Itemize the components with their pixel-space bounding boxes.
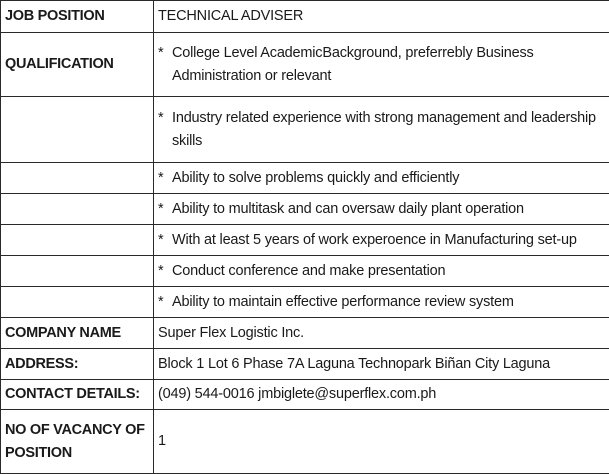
qualification-item-text: Ability to solve problems quickly and efficiently bbox=[172, 167, 605, 190]
vacancy-value: 1 bbox=[154, 410, 609, 474]
job-position-value: TECHNICAL ADVISER bbox=[154, 1, 609, 33]
row-qualification-2 bbox=[1, 97, 609, 163]
row-qualification-4 bbox=[1, 194, 609, 225]
bullet-marker: * bbox=[158, 291, 172, 314]
address-label: ADDRESS: bbox=[1, 349, 154, 380]
bullet-marker: * bbox=[158, 42, 172, 65]
qualification-item-text: College Level AcademicBackground, preferrebly Business Administration or relevant bbox=[172, 42, 605, 88]
bullet-marker: * bbox=[158, 198, 172, 221]
empty-label-cell bbox=[1, 194, 154, 225]
contact-details-value: (049) 544-0016 jmbiglete@superflex.com.ph bbox=[154, 380, 609, 410]
row-qualification-1 bbox=[1, 33, 609, 97]
row-qualification-7 bbox=[1, 287, 609, 318]
qualification-item-text: Ability to maintain effective performance review system bbox=[172, 291, 605, 314]
empty-label-cell bbox=[1, 256, 154, 287]
row-contact-details bbox=[1, 380, 609, 410]
qualification-item bbox=[154, 287, 609, 318]
qualification-item-text: Industry related experience with strong management and leadership skills bbox=[172, 107, 605, 153]
vacancy-label: NO OF VACANCY OF POSITION bbox=[1, 410, 154, 474]
bullet-marker: * bbox=[158, 167, 172, 190]
qualification-item bbox=[154, 163, 609, 194]
row-address bbox=[1, 349, 609, 380]
row-vacancy bbox=[1, 410, 609, 474]
qualification-item bbox=[154, 194, 609, 225]
empty-label-cell bbox=[1, 287, 154, 318]
row-company-name bbox=[1, 318, 609, 349]
bullet-marker: * bbox=[158, 260, 172, 283]
empty-label-cell bbox=[1, 163, 154, 194]
contact-details-label: CONTACT DETAILS: bbox=[1, 380, 154, 410]
qualification-item bbox=[154, 256, 609, 287]
row-qualification-6 bbox=[1, 256, 609, 287]
qualification-item bbox=[154, 225, 609, 256]
row-qualification-3 bbox=[1, 163, 609, 194]
row-qualification-5 bbox=[1, 225, 609, 256]
job-position-label: JOB POSITION bbox=[1, 1, 154, 33]
address-value: Block 1 Lot 6 Phase 7A Laguna Technopark Biñan City Laguna bbox=[154, 349, 609, 380]
qualification-item-text: With at least 5 years of work experoence in Manufacturing set-up bbox=[172, 229, 605, 252]
company-name-label: COMPANY NAME bbox=[1, 318, 154, 349]
bullet-marker: * bbox=[158, 229, 172, 252]
qualification-item-text: Conduct conference and make presentation bbox=[172, 260, 605, 283]
bullet-marker: * bbox=[158, 107, 172, 130]
empty-label-cell bbox=[1, 225, 154, 256]
qualification-item-text: Ability to multitask and can oversaw daily plant operation bbox=[172, 198, 605, 221]
qualification-item bbox=[154, 33, 609, 97]
row-job-position bbox=[1, 1, 609, 33]
company-name-value: Super Flex Logistic Inc. bbox=[154, 318, 609, 349]
qualification-label: QUALIFICATION bbox=[1, 33, 154, 97]
empty-label-cell bbox=[1, 97, 154, 163]
qualification-item bbox=[154, 97, 609, 163]
